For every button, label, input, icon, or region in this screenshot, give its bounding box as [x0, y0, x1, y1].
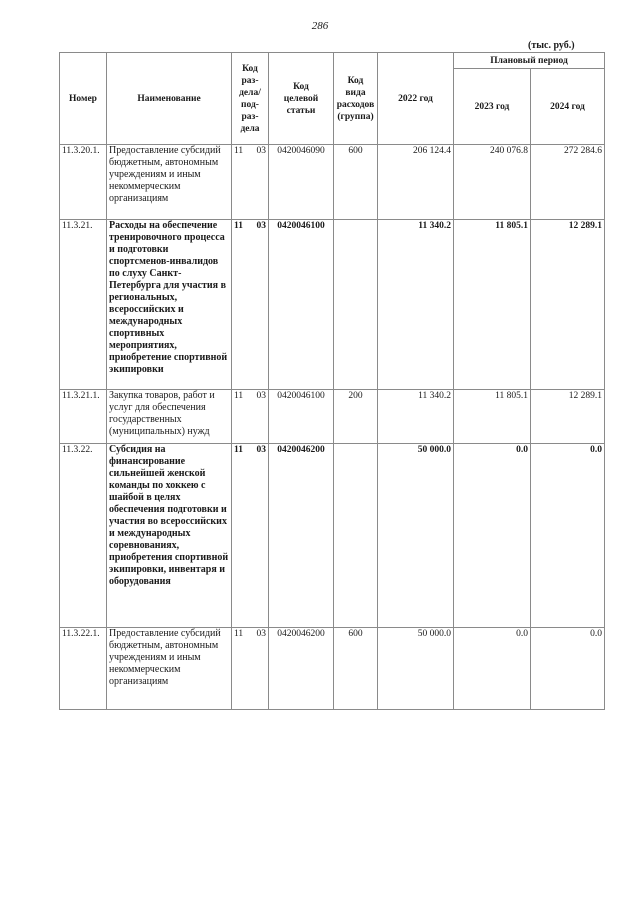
row-2022-amount: 11 340.2 [378, 390, 454, 444]
row-2022-amount: 50 000.0 [378, 444, 454, 628]
budget-table [59, 52, 605, 710]
page-number: 286 [311, 20, 329, 32]
table-row [60, 220, 605, 390]
row-number: 11.3.21.1. [60, 390, 107, 444]
row-target-code: 0420046100 [269, 220, 334, 390]
row-section: 11 03 [232, 390, 269, 444]
row-2024-amount: 272 284.6 [531, 145, 605, 220]
row-2024-amount: 12 289.1 [531, 220, 605, 390]
header-name: Наименование [107, 53, 232, 145]
row-expense-code: 600 [334, 628, 378, 710]
row-section: 11 03 [232, 628, 269, 710]
units-note: (тыс. руб.) [528, 40, 575, 51]
row-expense-code: 200 [334, 390, 378, 444]
row-target-code: 0420046200 [269, 444, 334, 628]
row-expense-code [334, 444, 378, 628]
row-name: Закупка товаров, работ и услуг для обеспечения государственных (муниципальных) нужд [107, 390, 232, 444]
header-year-2024: 2024 год [531, 69, 605, 145]
row-section: 11 03 [232, 444, 269, 628]
row-name: Субсидия на финансирование сильнейшей женской команды по хоккею с шайбой в целях обеспечения подготовки и участия во всероссийских и международных соревнованиях, приобретения спортивной экипировки, инвентаря и оборудования [107, 444, 232, 628]
row-section: 11 03 [232, 220, 269, 390]
row-expense-code: 600 [334, 145, 378, 220]
row-2023-amount: 11 805.1 [454, 220, 531, 390]
header-planned-period: Плановый период [454, 53, 605, 69]
row-2022-amount: 11 340.2 [378, 220, 454, 390]
row-number: 11.3.20.1. [60, 145, 107, 220]
header-expense-code: Код вида расходов (группа) [334, 53, 378, 145]
table-row [60, 628, 605, 710]
table-row [60, 390, 605, 444]
row-2023-amount: 240 076.8 [454, 145, 531, 220]
row-2022-amount: 50 000.0 [378, 628, 454, 710]
row-2024-amount: 0.0 [531, 628, 605, 710]
row-2023-amount: 0.0 [454, 628, 531, 710]
row-name: Предоставление субсидий бюджетным, автономным учреждениям и иным некоммерческим организациям [107, 145, 232, 220]
row-2023-amount: 11 805.1 [454, 390, 531, 444]
table-header [60, 53, 605, 145]
row-2023-amount: 0.0 [454, 444, 531, 628]
header-number: Номер [60, 53, 107, 145]
row-section: 11 03 [232, 145, 269, 220]
header-target-code: Код целевой статьи [269, 53, 334, 145]
row-target-code: 0420046090 [269, 145, 334, 220]
row-number: 11.3.22.1. [60, 628, 107, 710]
table-row [60, 145, 605, 220]
header-year-2023: 2023 год [454, 69, 531, 145]
row-name: Предоставление субсидий бюджетным, автономным учреждениям и иным некоммерческим организациям [107, 628, 232, 710]
row-number: 11.3.22. [60, 444, 107, 628]
row-2024-amount: 12 289.1 [531, 390, 605, 444]
row-2024-amount: 0.0 [531, 444, 605, 628]
row-2022-amount: 206 124.4 [378, 145, 454, 220]
table-row [60, 444, 605, 628]
header-year-2022: 2022 год [378, 53, 454, 145]
header-section-code: Код раз- дела/ под- раз- дела [232, 53, 269, 145]
row-name: Расходы на обеспечение тренировочного процесса и подготовки спортсменов-инвалидов по слуху Санкт-Петербурга для участия в региональных, всероссийских и международных спортивных мероприятиях, приобретение спортивной экипировки [107, 220, 232, 390]
row-target-code: 0420046200 [269, 628, 334, 710]
row-expense-code [334, 220, 378, 390]
row-number: 11.3.21. [60, 220, 107, 390]
row-target-code: 0420046100 [269, 390, 334, 444]
